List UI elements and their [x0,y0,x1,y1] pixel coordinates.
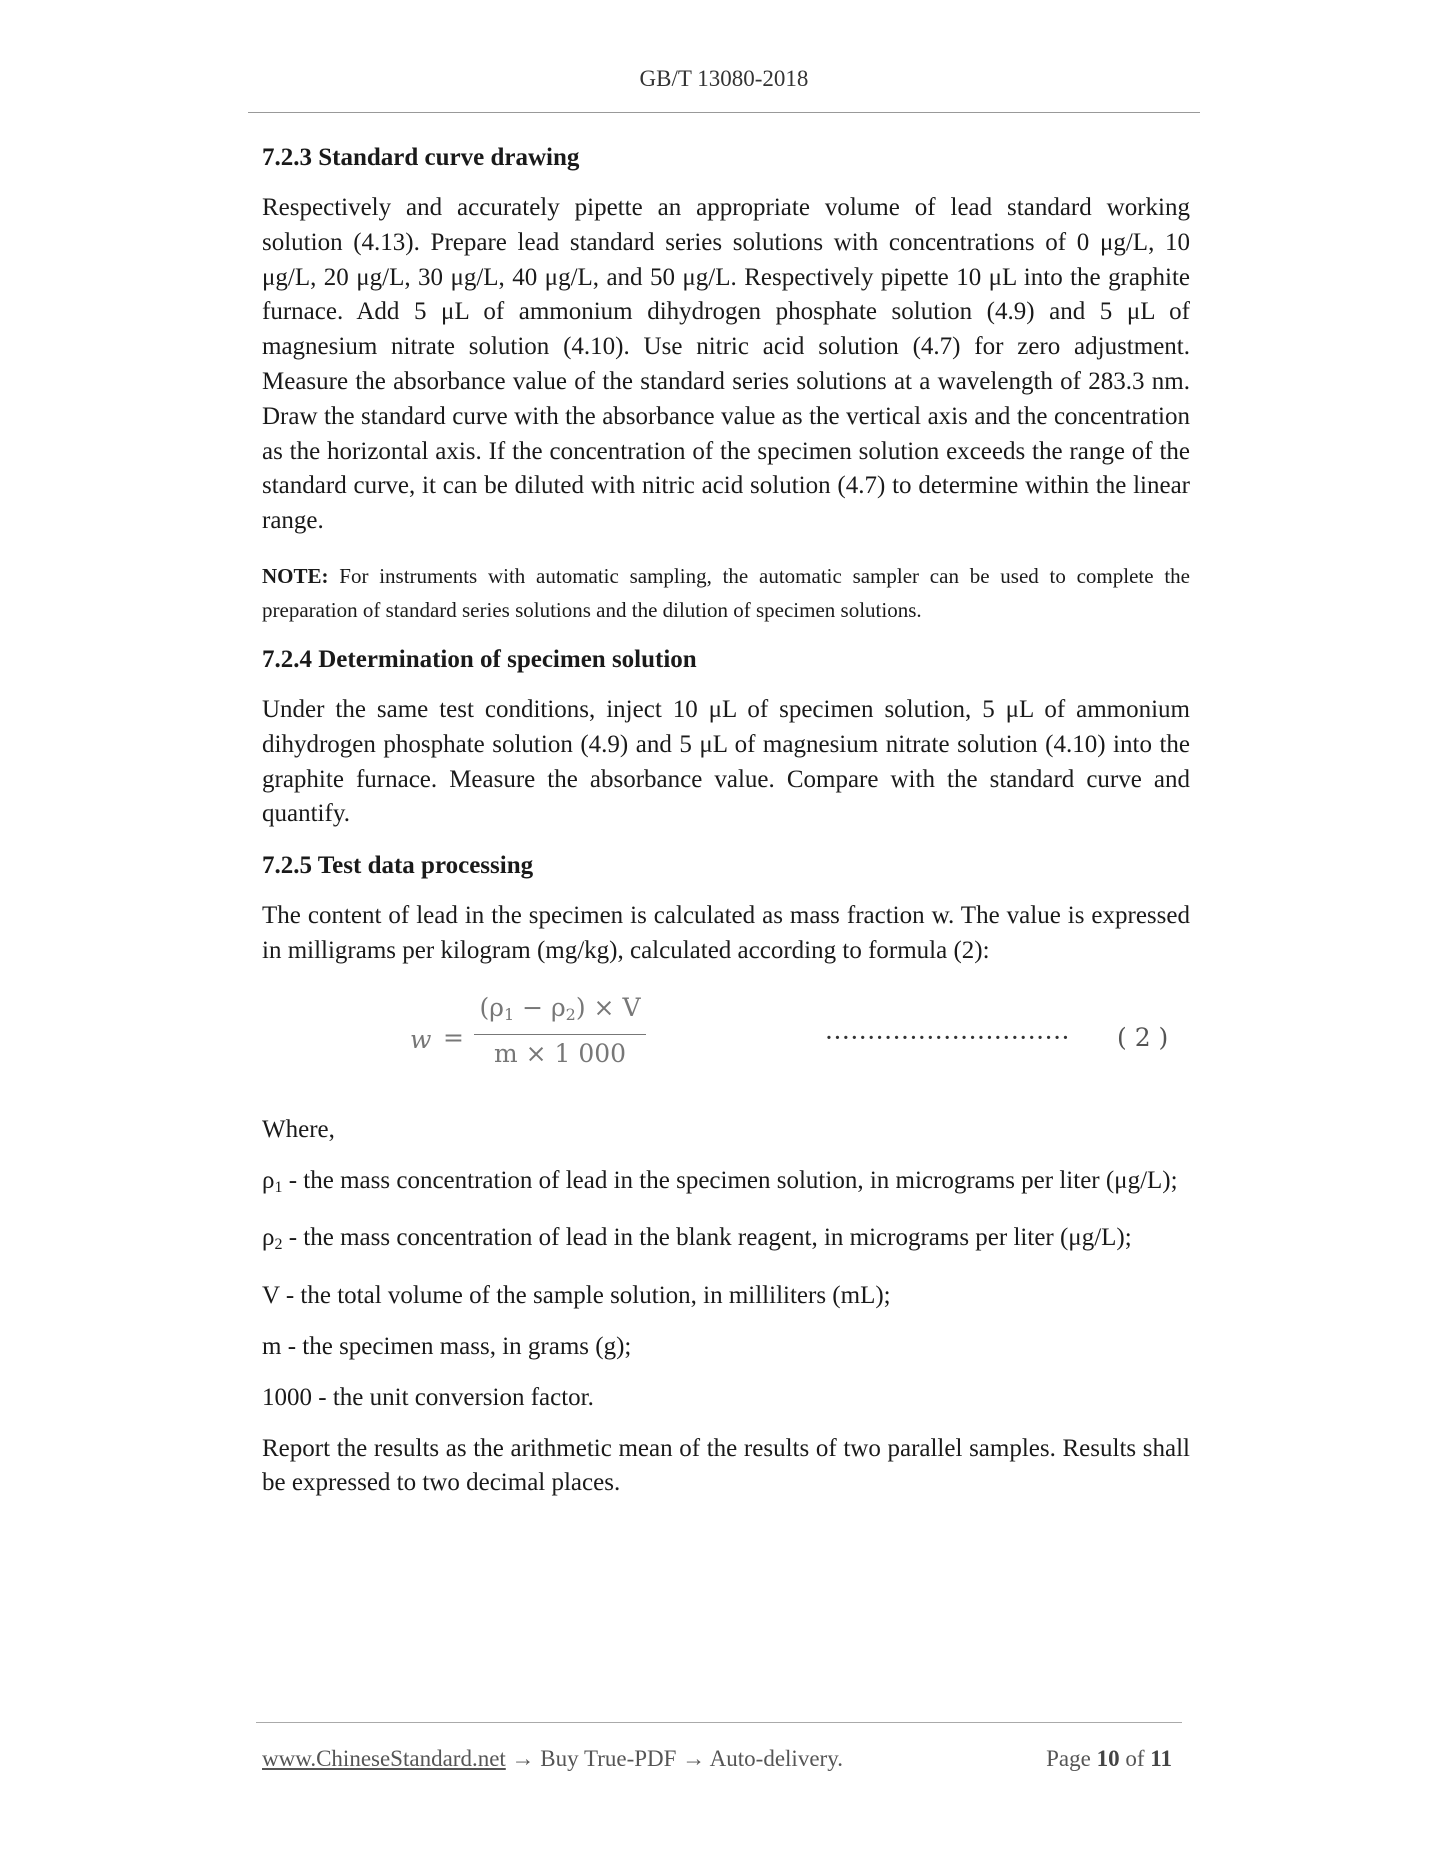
where-rho2: ρ2 - the mass concentration of lead in the blank reagent, in micrograms per liter (μg/L); [262,1224,1132,1254]
note-text: For instruments with automatic sampling, the automatic sampler can be used to complete the preparation of standard series solutions and the dilution of specimen solutions. [262,563,1190,623]
page-content [262,140,1190,1501]
where-factor: 1000 - the unit conversion factor. [262,1383,594,1411]
total-pages: 11 [1150,1746,1172,1771]
document-header: GB/T 13080-2018 [639,66,809,91]
where-m: m - the specimen mass, in grams (g); [262,1332,632,1360]
header-divider [248,112,1200,113]
note-label: NOTE: [262,563,329,588]
formula-leader-dots: ····························· [825,1022,1070,1052]
footer-buy-text: Buy True-PDF [540,1746,677,1771]
footer-promo: www.ChineseStandard.net → Buy True-PDF → Auto-delivery. [262,1746,843,1771]
where-v: V - the total volume of the sample solution, in milliliters (mL); [262,1282,891,1310]
formula-lhs: w [410,1024,432,1054]
section-7-2-4-body: Under the same test conditions, inject 10 μL of specimen solution, 5 μL of ammonium dihydrogen phosphate solution (4.9) and 5 μL of magnesium nitrate solution (4.10) into the graphite furnace. Measure the absorbance value. Compare with the standard curve and quantify. [262,695,1190,828]
page-footer [262,1746,1182,1772]
where-intro: Where, [262,1115,335,1143]
formula-denominator: m × 1 000 [493,1038,627,1068]
formula-numerator: (ρ1 − ρ2) × V [479,992,641,1024]
formula-equals: = [443,1022,464,1052]
section-7-2-5-body: The content of lead in the specimen is calculated as mass fraction w. The value is expressed in milligrams per kilogram (mg/kg), calculated according to formula (2): [262,902,1190,964]
footer-delivery-text: Auto-delivery. [709,1746,843,1771]
page-number: Page 10 of 11 [1046,1746,1172,1771]
formula-fraction-bar [474,1034,646,1035]
current-page: 10 [1096,1746,1120,1771]
formula-2 [262,993,1190,1093]
section-7-2-4-title: 7.2.4 Determination of specimen solution [262,645,697,673]
section-7-2-3-title: 7.2.3 Standard curve drawing [262,144,580,171]
where-rho1: ρ1 - the mass concentration of lead in the specimen solution, in micrograms per liter (μg/L); [262,1166,1178,1196]
footer-site-link[interactable]: www.ChineseStandard.net [262,1746,506,1771]
note-paragraph [262,559,1190,628]
section-7-2-3-body: Respectively and accurately pipette an appropriate volume of lead standard working solution (4.13). Prepare lead standard series solutions with concentrations of 0 μg/L, 10 μg/L, 20 μg/L, 30 μg/L, 40 μg/L, and 50 μg/L. Respectively pipette 10 μL into the graphite furnace. Add 5 μL of ammonium dihydrogen phosphate solution (4.9) and 5 μL of magnesium nitrate solution (4.10). Use nitric acid solution (4.7) for zero adjustment. Measure the absorbance value of the standard series solutions at a wavelength of 283.3 nm. Draw the standard curve with the absorbance value as the vertical axis and the concentration as the horizontal axis. If the concentration of the specimen solution exceeds the range of the standard curve, it can be diluted with nitric acid solution (4.7) to determine within the linear range. [262,194,1190,535]
formula-number: ( 2 ) [1117,1022,1169,1052]
report-paragraph: Report the results as the arithmetic mean of the results of two parallel samples. Results shall be expressed to two decimal places. [262,1434,1190,1497]
section-7-2-5-title: 7.2.5 Test data processing [262,852,534,880]
footer-divider [256,1722,1182,1723]
